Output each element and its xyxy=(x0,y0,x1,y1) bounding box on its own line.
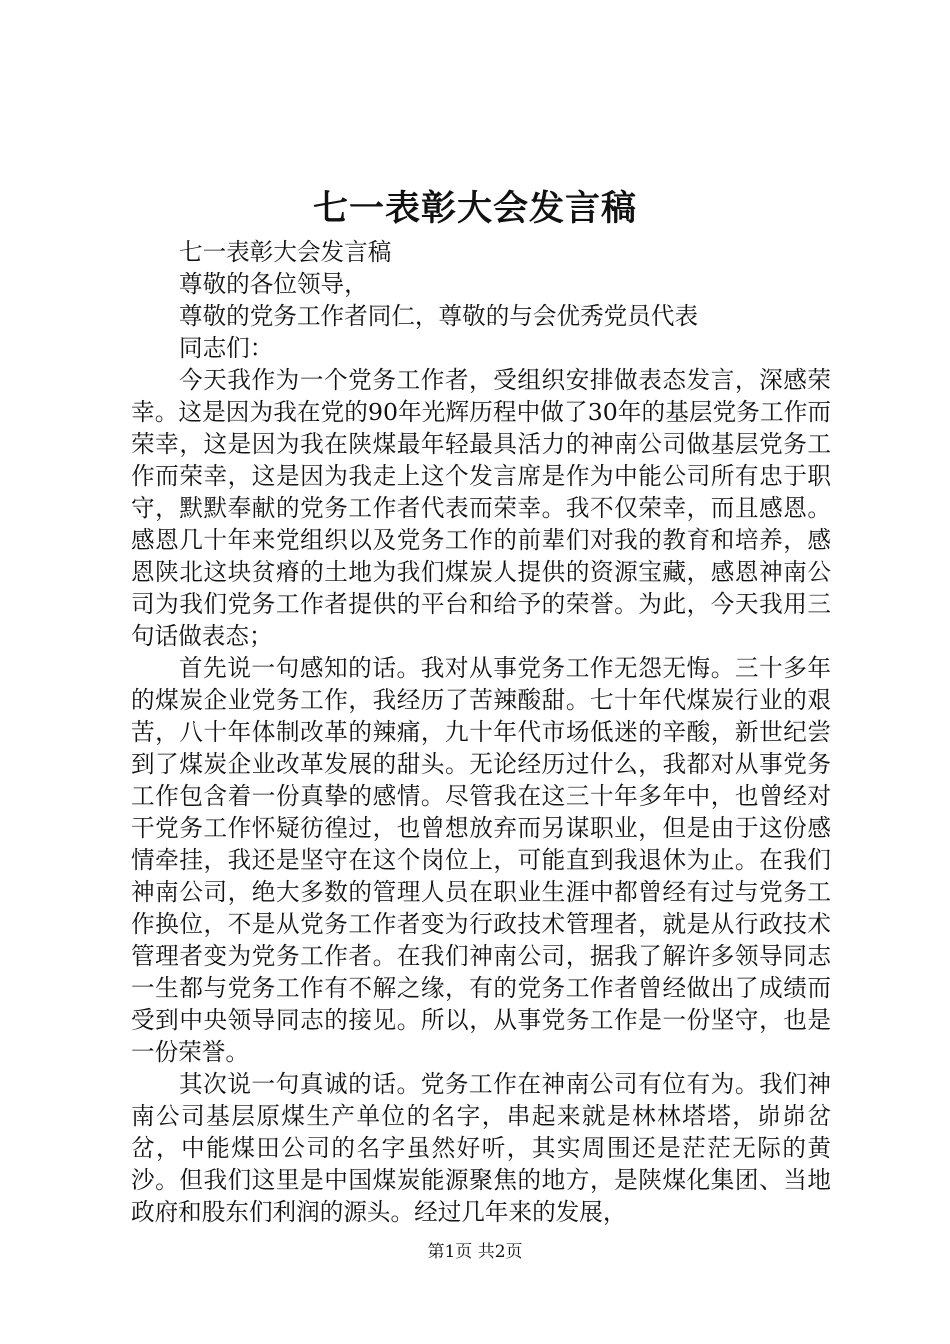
paragraph-heading: 七一表彰大会发言稿 xyxy=(179,238,392,266)
paragraph-second-point: 其次说一句真诚的话。党务工作在神南公司有位有为。我们神南公司基层原煤生产单位的名字，串起来就是林林塔塔，峁峁岔岔，中能煤田公司的名字虽然好听，其实周围还是茫茫无际的黄沙。但我们这里是中国煤炭能源聚焦的地方，是陕煤化集团、当地政府和股东们利润的源头。经过几年来的发展， xyxy=(131,1070,831,1226)
paragraph-opening: 今天我作为一个党务工作者，受组织安排做表态发言，深感荣幸。这是因为我在党的90年光辉历程中做了30年的基层党务工作而荣幸，这是因为我在陕煤最年轻最具活力的神南公司做基层党务工作而荣幸，这是因为我走上这个发言席是作为中能公司所有忠于职守，默默奉献的党务工作者代表而荣幸。我不仅荣幸，而且感恩。感恩几十年来党组织以及党务工作的前辈们对我的教育和培养，感恩陕北这块贫瘠的土地为我们煤炭人提供的资源宝藏，感恩神南公司为我们党务工作者提供的平台和给予的荣誉。为此，今天我用三句话做表态； xyxy=(131,366,831,650)
paragraph-first-point: 首先说一句感知的话。我对从事党务工作无怨无悔。三十多年的煤炭企业党务工作，我经历了苦辣酸甜。七十年代煤炭行业的艰苦，八十年体制改革的辣痛，九十年代市场低迷的辛酸，新世纪尝到了煤炭企业改革发展的甜头。无论经历过什么，我都对从事党务工作包含着一份真挚的感情。尽管我在这三十年多年中，也曾经对干党务工作怀疑彷徨过，也曾想放弃而另谋职业，但是由于这份感情牵挂，我还是坚守在这个岗位上，可能直到我退休为止。在我们神南公司，绝大多数的管理人员在职业生涯中都曾经有过与党务工作换位，不是从党务工作者变为行政技术管理者，就是从行政技术管理者变为党务工作者。在我们神南公司，据我了解许多领导同志一生都与党务工作有不解之缘，有的党务工作者曾经做出了成绩而受到中央领导同志的接见。所以，从事党务工作是一份坚守，也是一份荣誉。 xyxy=(131,654,831,1066)
paragraph-salutation-leaders: 尊敬的各位领导， xyxy=(179,270,368,298)
paragraph-salutation-colleagues: 尊敬的党务工作者同仁，尊敬的与会优秀党员代表 xyxy=(179,302,699,330)
document-body xyxy=(131,236,831,1228)
page-footer: 第1页 共2页 xyxy=(427,1242,523,1262)
document-title: 七一表彰大会发言稿 xyxy=(312,188,637,229)
paragraph-salutation-comrades: 同志们： xyxy=(179,334,274,362)
